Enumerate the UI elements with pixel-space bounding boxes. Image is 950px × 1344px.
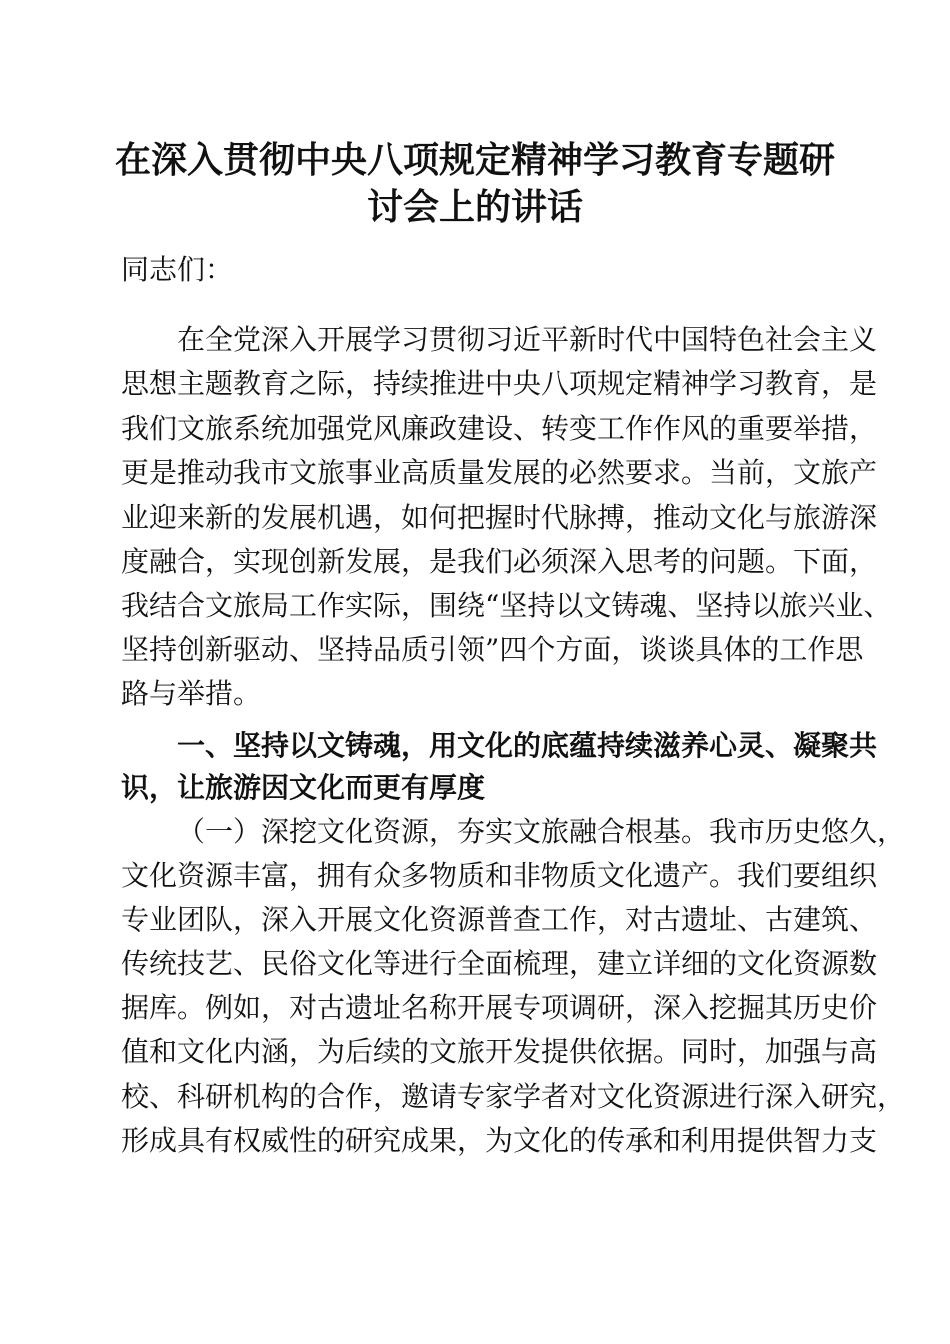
text-line: 在全党深入开展学习贯彻习近平新时代中国特色社会主义 — [177, 323, 878, 356]
text-line: 据库。例如，对古遗址名称开展专项调研，深入挖掘其历史价 — [121, 991, 878, 1024]
heading-line: 一、坚持以文铸魂，用文化的底蕴持续滋养心灵、凝聚共 — [177, 729, 878, 762]
text-line: 专业团队，深入开展文化资源普查工作，对古遗址、古建筑、 — [121, 903, 878, 936]
text-line: 业迎来新的发展机遇，如何把握时代脉搏，推动文化与旅游深 — [121, 501, 878, 534]
text-line: 形成具有权威性的研究成果，为文化的传承和利用提供智力支 — [121, 1124, 878, 1157]
title-line: 在深入贯彻中央八项规定精神学习教育专题研 — [114, 139, 835, 181]
title-line: 讨会上的讲话 — [366, 186, 583, 228]
text-line: 思想主题教育之际，持续推进中央八项规定精神学习教育，是 — [121, 367, 878, 400]
text-line: 更是推动我市文旅事业高质量发展的必然要求。当前，文旅产 — [121, 456, 878, 489]
text-line: 坚持创新驱动、坚持品质引领”四个方面，谈谈具体的工作思 — [121, 633, 864, 666]
text-line: 文化资源丰富，拥有众多物质和非物质文化遗产。我们要组织 — [121, 859, 878, 892]
text-line: 校、科研机构的合作，邀请专家学者对文化资源进行深入研究， — [121, 1080, 906, 1113]
text-line: 度融合，实现创新发展，是我们必须深入思考的问题。下面， — [121, 545, 878, 578]
text-line: 值和文化内涵，为后续的文旅开发提供依据。同时，加强与高 — [121, 1035, 878, 1068]
text-line: （一）深挖文化资源，夯实文旅融合根基。我市历史悠久， — [177, 815, 906, 848]
greeting: 同志们： — [121, 253, 234, 286]
text-line: 路与举措。 — [121, 677, 262, 710]
heading-line: 识，让旅游因文化而更有厚度 — [121, 771, 486, 804]
text-line: 传统技艺、民俗文化等进行全面梳理，建立详细的文化资源数 — [121, 947, 878, 980]
text-line: 我们文旅系统加强党风廉政建设、转变工作作风的重要举措， — [121, 412, 878, 445]
text-line: 我结合文旅局工作实际，围绕“坚持以文铸魂、坚持以旅兴业、 — [121, 589, 892, 622]
